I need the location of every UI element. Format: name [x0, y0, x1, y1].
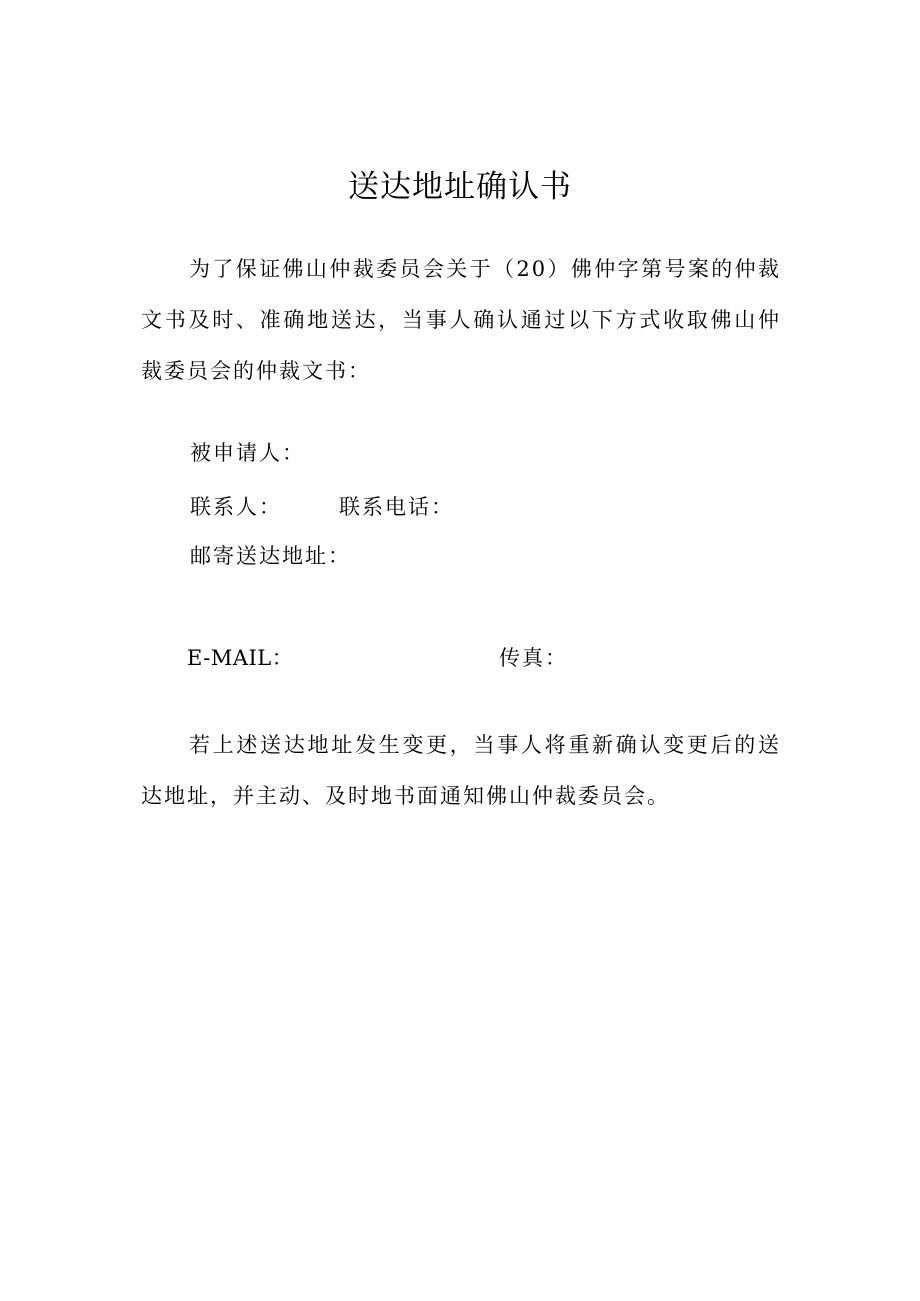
email-label: E-MAIL：: [187, 646, 294, 670]
contact-person-label: 联系人：: [190, 495, 282, 519]
postal-address-label: 邮寄送达地址：: [190, 544, 351, 568]
document-title: 送达地址确认书: [348, 169, 572, 205]
intro-paragraph: 为了保证佛山仲裁委员会关于（20）佛仲字第号案的仲裁文书及时、准确地送达，当事人确认通过以下方式收取佛山仲裁委员会的仲裁文书：: [141, 257, 781, 383]
contact-phone-label: 联系电话：: [339, 495, 454, 519]
fax-label: 传真：: [499, 646, 568, 670]
respondent-label: 被申请人：: [190, 441, 305, 465]
closing-paragraph: 若上述送达地址发生变更，当事人将重新确认变更后的送达地址，并主动、及时地书面通知佛山仲裁委员会。: [141, 733, 781, 808]
